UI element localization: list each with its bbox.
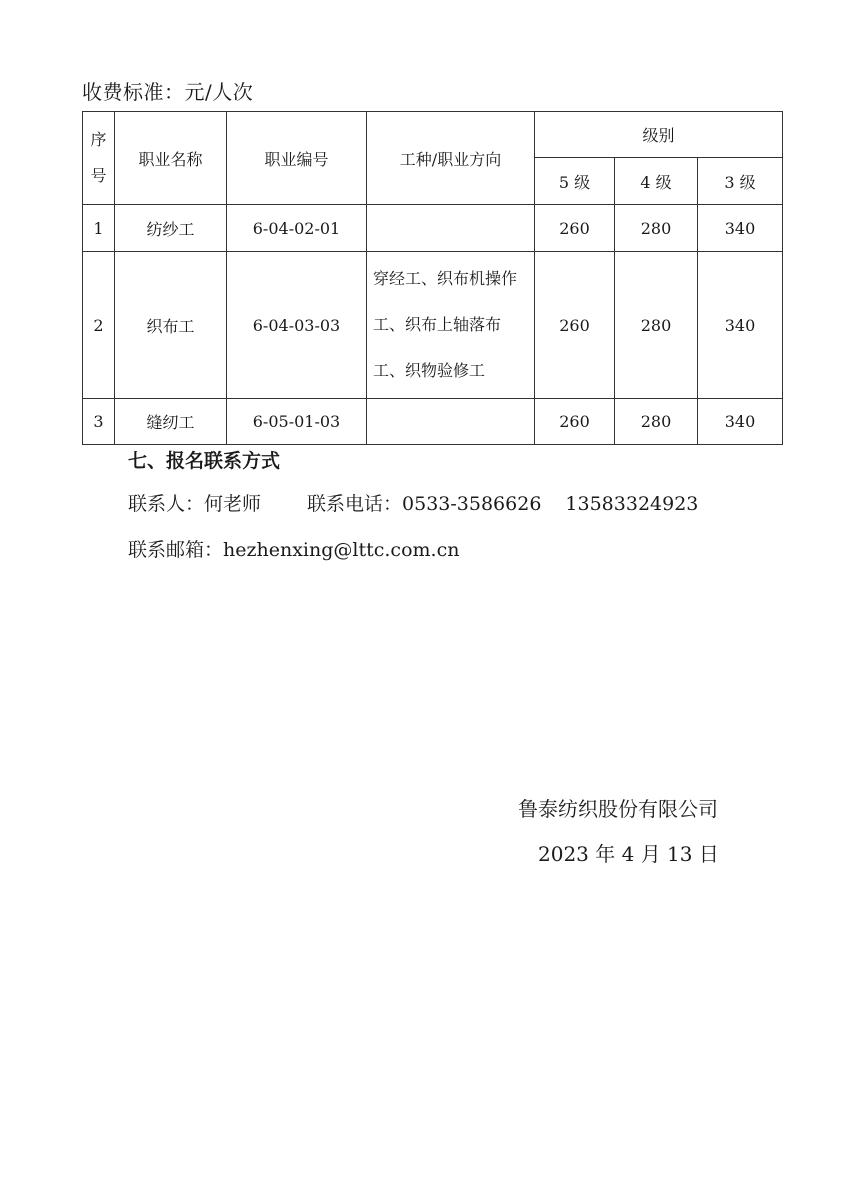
row-fee-level-4: 280 (615, 399, 698, 445)
section-title-registration-contact: 七、报名联系方式 (128, 450, 281, 472)
contact-phone: 联系电话：0533-3586626 (307, 493, 542, 515)
document-date: 2023 年 4 月 13 日 (538, 842, 719, 866)
header-level-group: 级别 (535, 112, 783, 158)
row-fee-level-5: 260 (535, 252, 615, 399)
row-fee-level-5: 260 (535, 205, 615, 252)
row-occupation-code: 6-04-02-01 (227, 205, 367, 252)
header-occupation-name: 职业名称 (115, 112, 227, 205)
header-level-5: 5 级 (535, 158, 615, 205)
row-fee-level-5: 260 (535, 399, 615, 445)
table-row (83, 205, 783, 252)
row-occupation-name: 缝纫工 (115, 399, 227, 445)
header-occupation-code: 职业编号 (227, 112, 367, 205)
header-level-3: 3 级 (698, 158, 783, 205)
table-row (83, 399, 783, 445)
fee-standard-label: 收费标准：元/人次 (82, 80, 254, 104)
row-occupation-name: 织布工 (115, 252, 227, 399)
row-seq: 1 (83, 205, 115, 252)
header-level-4: 4 级 (615, 158, 698, 205)
contact-email: 联系邮箱：hezhenxing@lttc.com.cn (128, 539, 460, 561)
row-fee-level-4: 280 (615, 205, 698, 252)
row-work-type: 穿经工、织布机操作工、织布上轴落布工、织物验修工 (367, 252, 535, 399)
table-row (83, 252, 783, 399)
header-seq-line2: 号 (90, 166, 107, 185)
row-occupation-code: 6-04-03-03 (227, 252, 367, 399)
contact-person: 联系人：何老师 (128, 493, 262, 515)
header-work-type: 工种/职业方向 (367, 112, 535, 205)
row-fee-level-4: 280 (615, 252, 698, 399)
row-fee-level-3: 340 (698, 399, 783, 445)
row-occupation-name: 纺纱工 (115, 205, 227, 252)
row-fee-level-3: 340 (698, 205, 783, 252)
contact-phone-2: 13583324923 (565, 493, 699, 515)
row-work-type (367, 205, 535, 252)
row-fee-level-3: 340 (698, 252, 783, 399)
company-name: 鲁泰纺织股份有限公司 (518, 797, 718, 821)
row-occupation-code: 6-05-01-03 (227, 399, 367, 445)
fee-table (82, 111, 783, 445)
header-seq (83, 112, 115, 205)
contact-line (128, 489, 698, 516)
header-seq-line1: 序 (90, 130, 107, 149)
row-seq: 2 (83, 252, 115, 399)
row-work-type (367, 399, 535, 445)
row-seq: 3 (83, 399, 115, 445)
